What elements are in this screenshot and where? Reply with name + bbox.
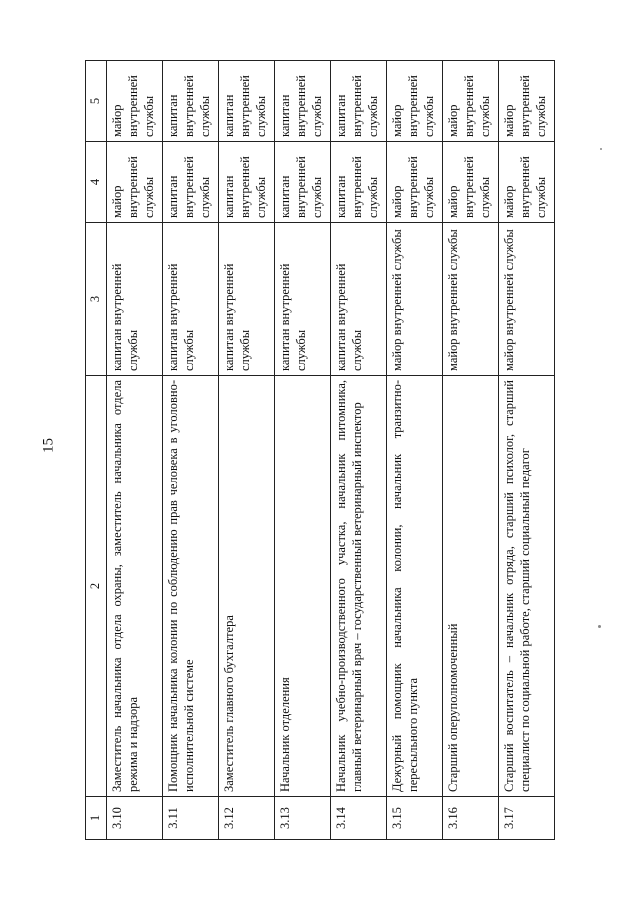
scan-speck	[598, 625, 601, 628]
rank-cell-4: капитан внутренней службы	[275, 142, 331, 223]
rank-cell-3: капитан внутренней службы	[163, 223, 219, 376]
column-header-3: 3	[86, 223, 107, 376]
rank-cell-4: майор внутренней службы	[499, 142, 555, 223]
position-cell: Старший оперуполномоченный	[443, 376, 499, 797]
table-row	[275, 61, 331, 840]
row-number: 3.16	[443, 797, 499, 840]
row-number: 3.11	[163, 797, 219, 840]
table-row	[331, 61, 387, 840]
ranks-table	[85, 60, 555, 840]
document-area	[85, 60, 555, 840]
table-row	[107, 61, 163, 840]
rank-cell-5: майор внутренней службы	[443, 61, 499, 142]
scan-speck	[600, 148, 602, 150]
table-row	[163, 61, 219, 840]
row-number: 3.10	[107, 797, 163, 840]
position-cell: Заместитель начальника отдела охраны, заместитель начальника отдела режима и надзора	[107, 376, 163, 797]
table-header-row	[86, 61, 107, 840]
column-header-2: 2	[86, 376, 107, 797]
rank-cell-5: майор внутренней службы	[499, 61, 555, 142]
rank-cell-5: майор внутренней службы	[387, 61, 443, 142]
row-number: 3.15	[387, 797, 443, 840]
rank-cell-5: капитан внутренней службы	[275, 61, 331, 142]
table-row	[219, 61, 275, 840]
column-header-1: 1	[86, 797, 107, 840]
rank-cell-4: майор внутренней службы	[443, 142, 499, 223]
position-cell: Заместитель главного бухгалтера	[219, 376, 275, 797]
table-row	[443, 61, 499, 840]
page-number: 15	[40, 438, 57, 453]
position-cell: Старший воспитатель – начальник отряда, старший психолог, старший специалист по социальной работе, старший социальный педагог	[499, 376, 555, 797]
rank-cell-4: капитан внутренней службы	[163, 142, 219, 223]
position-cell: Начальник учебно-производственного участка, начальник питомника, главный ветеринарный врач – государственный ветеринарный инспектор	[331, 376, 387, 797]
position-cell: Дежурный помощник начальника колонии, начальник транзитно-пересыльного пункта	[387, 376, 443, 797]
position-cell: Помощник начальника колонии по соблюдению прав человека в уголовно-исполнительной системе	[163, 376, 219, 797]
rank-cell-5: капитан внутренней службы	[331, 61, 387, 142]
column-header-5: 5	[86, 61, 107, 142]
rank-cell-3: майор внутренней службы	[499, 223, 555, 376]
rank-cell-5: капитан внутренней службы	[219, 61, 275, 142]
rotated-table-wrapper	[85, 60, 555, 840]
table-row	[387, 61, 443, 840]
rank-cell-3: майор внутренней службы	[387, 223, 443, 376]
rank-cell-3: капитан внутренней службы	[275, 223, 331, 376]
column-header-4: 4	[86, 142, 107, 223]
rank-cell-5: капитан внутренней службы	[163, 61, 219, 142]
rank-cell-3: капитан внутренней службы	[219, 223, 275, 376]
rank-cell-3: майор внутренней службы	[443, 223, 499, 376]
rank-cell-4: майор внутренней службы	[107, 142, 163, 223]
rank-cell-3: капитан внутренней службы	[107, 223, 163, 376]
row-number: 3.14	[331, 797, 387, 840]
row-number: 3.13	[275, 797, 331, 840]
rank-cell-5: майор внутренней службы	[107, 61, 163, 142]
row-number: 3.17	[499, 797, 555, 840]
row-number: 3.12	[219, 797, 275, 840]
rank-cell-4: майор внутренней службы	[387, 142, 443, 223]
position-cell: Начальник отделения	[275, 376, 331, 797]
table-row	[499, 61, 555, 840]
rank-cell-3: капитан внутренней службы	[331, 223, 387, 376]
rank-cell-4: капитан внутренней службы	[219, 142, 275, 223]
rank-cell-4: капитан внутренней службы	[331, 142, 387, 223]
